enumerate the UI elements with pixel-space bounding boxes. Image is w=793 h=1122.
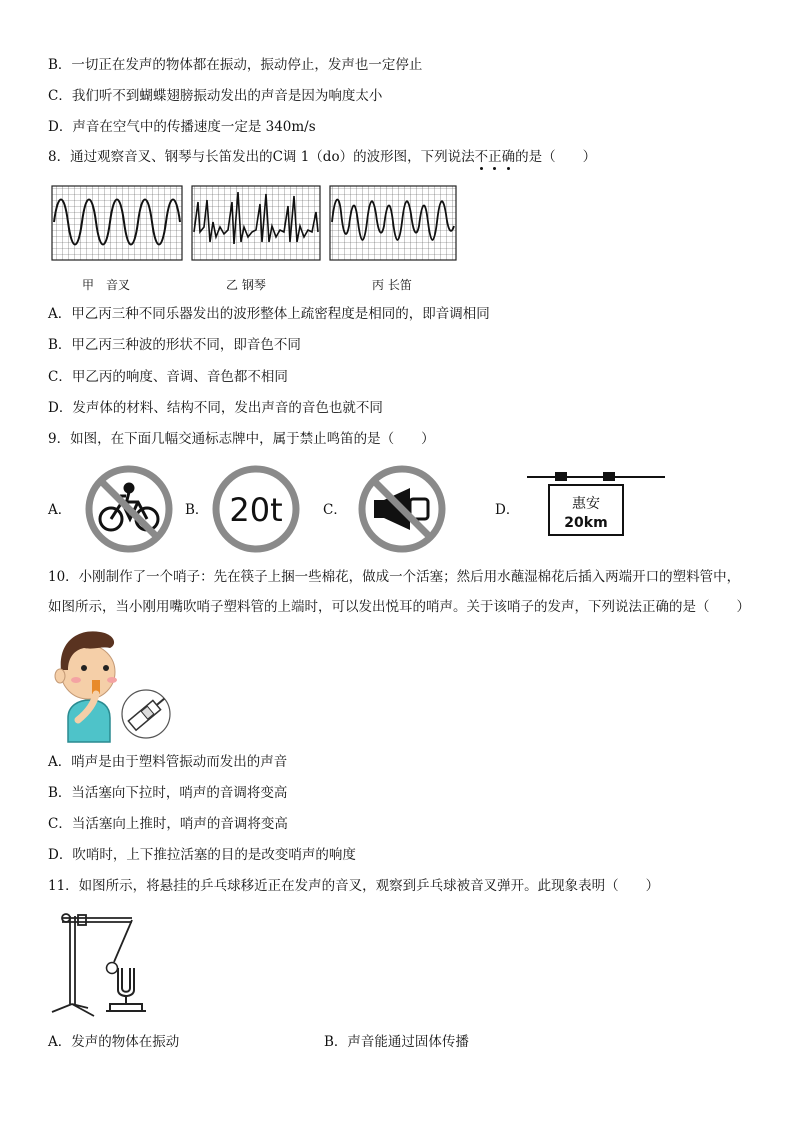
- caption-flute: 丙 长笛: [372, 278, 412, 292]
- distance-sign: [527, 470, 667, 540]
- q10-option-c: C．当活塞向上推时，哨声的音调将变高: [48, 816, 288, 832]
- q9-label-c: C．: [323, 502, 347, 518]
- q11-option-a: A．发声的物体在振动: [48, 1034, 180, 1050]
- q11-stem: 11．如图所示，将悬挂的乒乓球移近正在发声的音叉，观察到乒乓球被音叉弹开。此现象表明（ ）: [48, 878, 660, 894]
- q11-option-b: B．声音能通过固体传播: [324, 1034, 469, 1050]
- q9-stem: 9．如图，在下面几幅交通标志牌中，属于禁止鸣笛的是（ ）: [48, 431, 435, 447]
- waveform-tuning-fork: [52, 186, 182, 260]
- emphasis-char: 确: [501, 149, 516, 165]
- q10-option-a: A．哨声是由于塑料管振动而发出的声音: [48, 754, 288, 770]
- no-bicycle-sign: [84, 464, 174, 554]
- weight-limit-text: 20t: [229, 491, 283, 529]
- q7-option-c: C．我们听不到蝴蝶翅膀振动发出的声音是因为响度太小: [48, 88, 383, 104]
- q10-option-d: D．吹哨时，上下推拉活塞的目的是改变哨声的响度: [48, 847, 356, 863]
- tuning-fork-icon: [106, 968, 146, 1011]
- q7-option-b: B．一切正在发声的物体都在振动，振动停止，发声也一定停止: [48, 57, 423, 73]
- waveform-piano: [192, 186, 320, 260]
- boy-whistle-figure: [48, 620, 174, 744]
- sign-distance: 20km: [564, 515, 608, 531]
- weight-limit-sign: [210, 464, 302, 554]
- q9-label-b: B．: [185, 502, 209, 518]
- waveform-flute: [330, 186, 456, 260]
- q8-option-c: C．甲乙丙的响度、音调、音色都不相同: [48, 369, 288, 385]
- sign-place-name: 惠安: [572, 496, 600, 512]
- q8-option-d: D．发声体的材料、结构不同，发出声音的音色也就不同: [48, 400, 383, 416]
- pingpong-ball: [107, 963, 118, 974]
- tuning-fork-pingpong-figure: [48, 906, 166, 1018]
- q9-label-a: A．: [48, 502, 72, 518]
- q8-stem: 8．通过观察音叉、钢琴与长笛发出的C调 1（do）的波形图，下列说法不正确的是（ ）: [48, 149, 597, 165]
- q8-option-b: B．甲乙丙三种波的形状不同，即音色不同: [48, 337, 301, 353]
- caption-piano: 乙 钢琴: [226, 278, 266, 292]
- q8-option-a: A．甲乙丙三种不同乐器发出的波形整体上疏密程度是相同的，即音调相同: [48, 306, 490, 322]
- no-honking-sign: [356, 464, 448, 554]
- q9-label-d: D．: [495, 502, 520, 518]
- caption-tuning-fork: 甲 音叉: [82, 278, 131, 292]
- waveform-figure: [50, 182, 460, 264]
- emphasis-char: 不: [474, 149, 489, 165]
- q10-stem: 10．小刚制作了一个哨子：先在筷子上捆一些棉花，做成一个活塞；然后用水蘸湿棉花后插入两端开口的塑料管中，如图所示，当小刚用嘴吹哨子塑料管的上端时，可以发出悦耳的哨声。关于该哨子的发声，下列说法正确的是（ ）: [48, 569, 750, 615]
- q10-option-b: B．当活塞向下拉时，哨声的音调将变高: [48, 785, 288, 801]
- q7-option-d: D．声音在空气中的传播速度一定是 340m/s: [48, 119, 316, 135]
- emphasis-char: 正: [488, 149, 502, 165]
